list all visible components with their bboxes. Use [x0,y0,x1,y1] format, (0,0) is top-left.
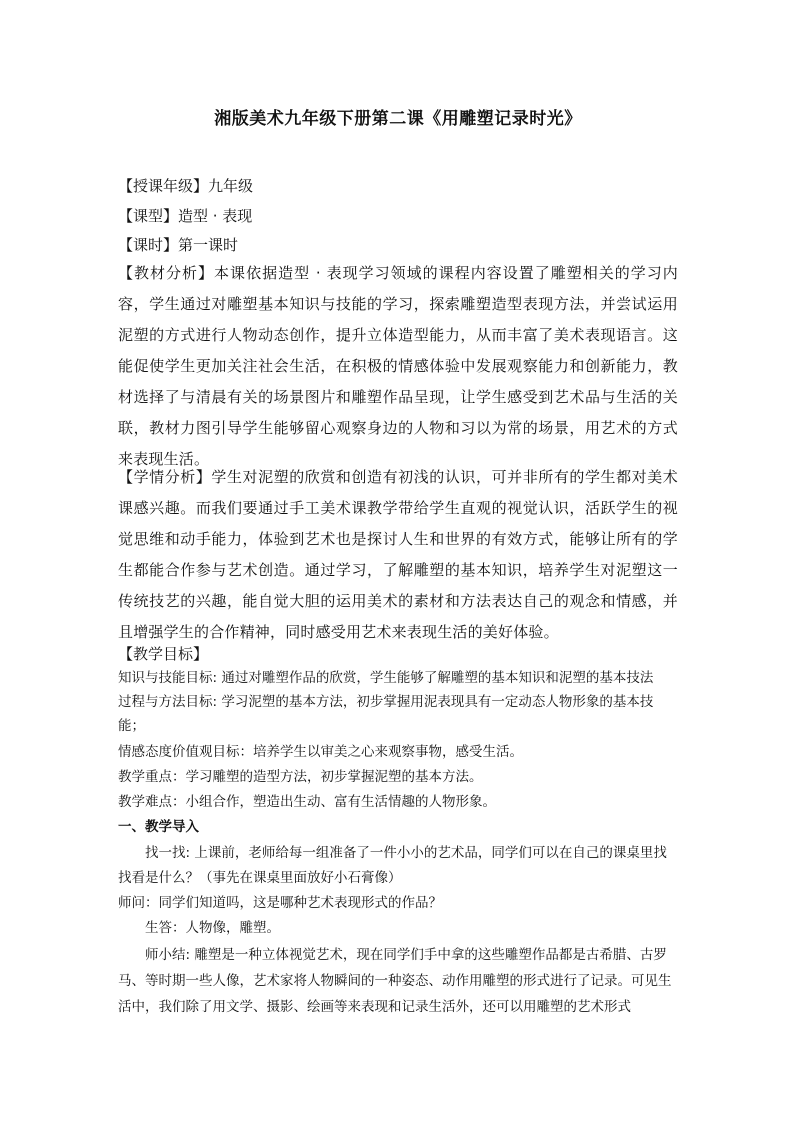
goal-emotion: 情感态度价值观目标：培养学生以审美之心来观察事物，感受生活。 [118,744,523,760]
goal-process: 过程与方法目标: 学习泥塑的基本方法，初步掌握用泥表现具有一定动态人物形象的基本技能； [118,694,654,734]
intro-teacher-question: 师问：同学们知道吗，这是哪种艺术表现形式的作品？ [118,895,442,911]
section-heading-intro: 一、教学导入 [118,819,199,835]
intro-student-answer: 生答：人物像，雕塑。 [145,920,280,936]
material-analysis: 【教材分析】本课依据造型 · 表现学习领域的课程内容设置了雕塑相关的学习内容，学生通过对雕塑基本知识与技能的学习，探索雕塑造型表现方法，并尝试运用泥塑的方式进行人物动态创作，提升立体造型能力，从而丰富了美术表现语言。这能促使学生更加关注社会生活，在积极的情感体验中发展观察能力和创新能力，教材选择了与清晨有关的场景图片和雕塑作品呈现，让学生感受到艺术品与生活的关联，教材力图引导学生能够留心观察身边的人物和习以为常的场景，用艺术的方式来表现生活。 [118,264,678,468]
page-title: 湘版美术九年级下册第二课《用雕塑记录时光》 [214,109,582,129]
meta-type: 【课型】造型 · 表现 [118,207,253,225]
meta-hours: 【课时】第一课时 [118,236,239,254]
goal-knowledge: 知识与技能目标: 通过对雕塑作品的欣赏，学生能够了解雕塑的基本知识和泥塑的基本技法 [118,670,654,686]
intro-teacher-summary: 师小结: 雕塑是一种立体视觉艺术，现在同学们手中拿的这些雕塑作品都是古希腊、古罗马、等时期一些人像，艺术家将人物瞬间的一种姿态、动作用雕塑的形式进行了记录。可见生活中，我们除了用文学、摄影、绘画等来表现和记录生活外，还可以用雕塑的艺术形式 [118,947,672,1015]
meta-grade: 【授课年级】九年级 [118,177,254,195]
goals-heading: 【教学目标】 [118,645,209,663]
student-analysis: 【学情分析】学生对泥塑的欣赏和创造有初浅的认识，可并非所有的学生都对美术课感兴趣。而我们要通过手工美术课教学带给学生直观的视觉认识，活跃学生的视觉思维和动手能力，体验到艺术也是探讨人生和世界的有效方式，能够让所有的学生都能合作参与艺术创造。通过学习，了解雕塑的基本知识，培养学生对泥塑这一传统技艺的兴趣，能自觉大胆的运用美术的素材和方法表达自己的观念和情感，并且增强学生的合作精神，同时感受用艺术来表现生活的美好体验。 [118,468,678,641]
teaching-key: 教学重点：学习雕塑的造型方法，初步掌握泥塑的基本方法。 [118,769,483,785]
intro-paragraph-find: 找一找: 上课前，老师给每一组准备了一件小小的艺术品，同学们可以在自己的课桌里找找看是什么？（事先在课桌里面放好小石膏像） [118,845,667,886]
teaching-difficulty: 教学难点：小组合作，塑造出生动、富有生活情趣的人物形象。 [118,794,496,810]
